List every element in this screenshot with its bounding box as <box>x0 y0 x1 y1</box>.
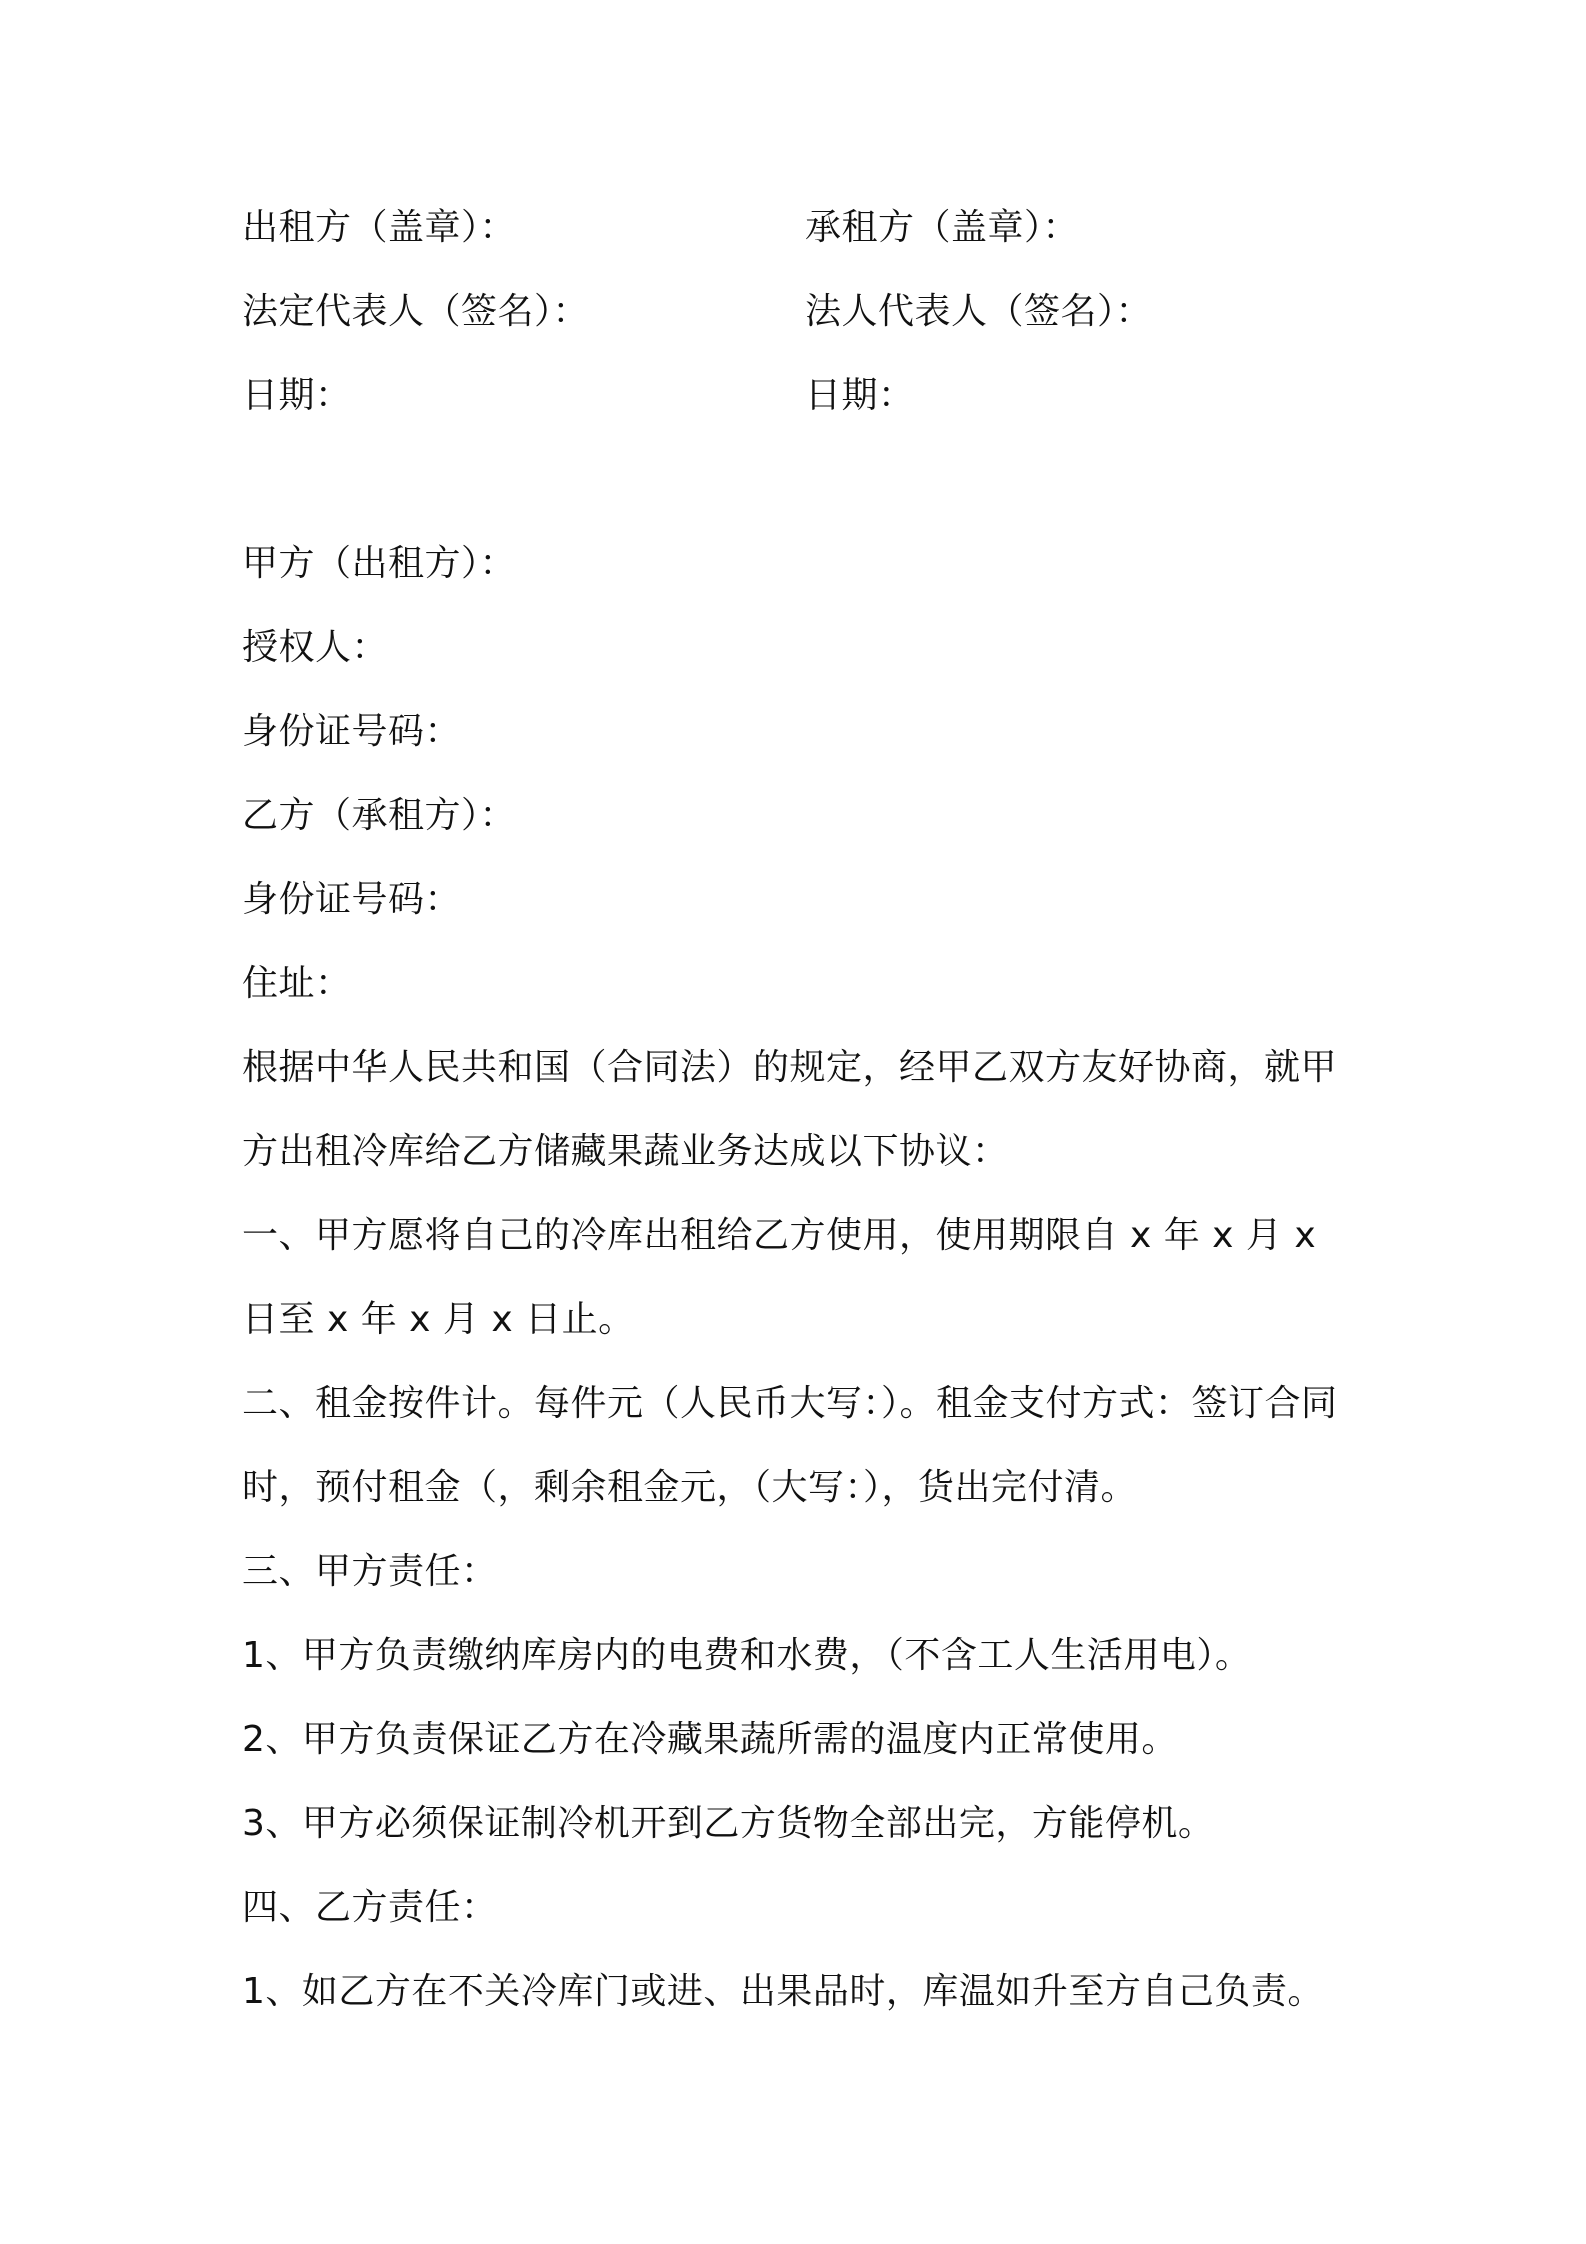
party-a-id-label: 身份证号码： <box>242 711 462 752</box>
clause-line: 一、甲方愿将自己的冷库出租给乙方使用，使用期限自 x 年 x 月 x <box>242 1215 1317 1256</box>
preamble-line: 根据中华人民共和国（合同法）的规定，经甲乙双方友好协商，就甲 <box>242 1047 1338 1088</box>
address-label: 住址： <box>242 963 352 1004</box>
clause-line: 1、甲方负责缴纳库房内的电费和水费，（不含工人生活用电）。 <box>242 1635 1252 1676</box>
lessor-date-label: 日期： <box>242 375 352 416</box>
lessee-date-label: 日期： <box>805 375 915 416</box>
authorized-person-label: 授权人： <box>242 627 389 668</box>
clause-heading: 四、乙方责任： <box>242 1887 498 1928</box>
clause-line: 3、甲方必须保证制冷机开到乙方货物全部出完，方能停机。 <box>242 1803 1215 1844</box>
lessee-representative-label: 法人代表人（签名）： <box>805 291 1153 332</box>
party-b-id-label: 身份证号码： <box>242 879 462 920</box>
clause-line: 时，预付租金（，剩余租金元，（大写：），货出完付清。 <box>242 1467 1138 1508</box>
clause-heading: 三、甲方责任： <box>242 1551 498 1592</box>
party-b-label: 乙方（承租方）： <box>242 795 517 836</box>
party-a-label: 甲方（出租方）： <box>242 543 517 584</box>
lessor-seal-label: 出租方（盖章）： <box>242 207 517 248</box>
preamble-line: 方出租冷库给乙方储藏果蔬业务达成以下协议： <box>242 1131 1009 1172</box>
clause-line: 二、租金按件计。每件元（人民币大写：）。租金支付方式：签订合同 <box>242 1383 1338 1424</box>
clause-line: 2、甲方负责保证乙方在冷藏果蔬所需的温度内正常使用。 <box>242 1719 1178 1760</box>
lessee-seal-label: 承租方（盖章）： <box>805 207 1080 248</box>
lessor-representative-label: 法定代表人（签名）： <box>242 291 590 332</box>
clause-line: 1、如乙方在不关冷库门或进、出果品时，库温如升至方自己负责。 <box>242 1971 1324 2012</box>
clause-line: 日至 x 年 x 月 x 日止。 <box>242 1299 635 1340</box>
